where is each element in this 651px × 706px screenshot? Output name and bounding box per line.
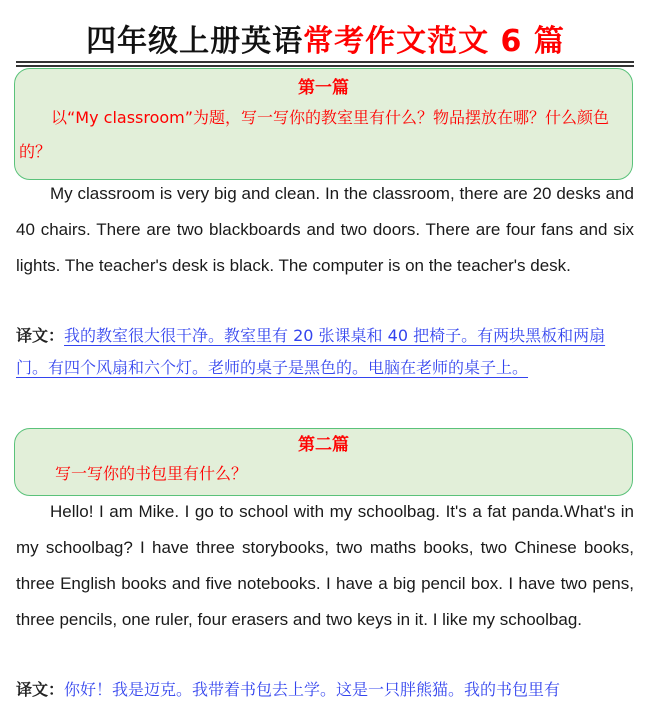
title-red: 常考作文范文 6 篇 [303, 24, 565, 59]
essay-1-prompt-box [14, 68, 633, 180]
essay-1-body: My classroom is very big and clean. In the classroom, there are 20 desks and 40 chairs. There are two blackboards and two doors. There are four fans and six lights. The teacher's desk is black. The computer is on the teacher's desk. [16, 184, 634, 275]
essay-2-translation [16, 674, 634, 706]
essay-1-translation [16, 320, 634, 384]
essay-1-heading: 第一篇 [298, 78, 349, 98]
translation-text: 我的教室很大很干净。教室里有 20 张课桌和 40 把椅子。有两块黑板和两扇门。有四个风扇和六个灯。老师的桌子是黑色的。电脑在老师的桌子上。 [16, 326, 606, 377]
translation-label: 译文： [16, 326, 65, 345]
essay-2-prompt-box [14, 428, 633, 496]
essay-2-body: Hello! I am Mike. I go to school with my schoolbag. It's a fat panda.What's in my schoolbag? I have three storybooks, two maths books, two Chinese books, three English books and five notebooks. I have a big pencil box. I have two pens, three pencils, one ruler, four erasers and two keys in it. I like my schoolbag. [16, 502, 634, 629]
title-divider [16, 61, 634, 63]
translation-text: 你好！我是迈克。我带着书包去上学。这是一只胖熊猫。我的书包里有 [64, 680, 561, 699]
essay-2-prompt: 写一写你的书包里有什么？ [55, 464, 248, 483]
page-title [0, 24, 651, 60]
translation-label: 译文： [16, 680, 65, 699]
essay-1-prompt: 以“My classroom”为题，写一写你的教室里有什么？物品摆放在哪？什么颜色的？ [19, 108, 610, 161]
title-black: 四年级上册英语 [86, 24, 304, 59]
title-divider-2 [16, 65, 634, 67]
essay-2-heading: 第二篇 [298, 435, 349, 455]
